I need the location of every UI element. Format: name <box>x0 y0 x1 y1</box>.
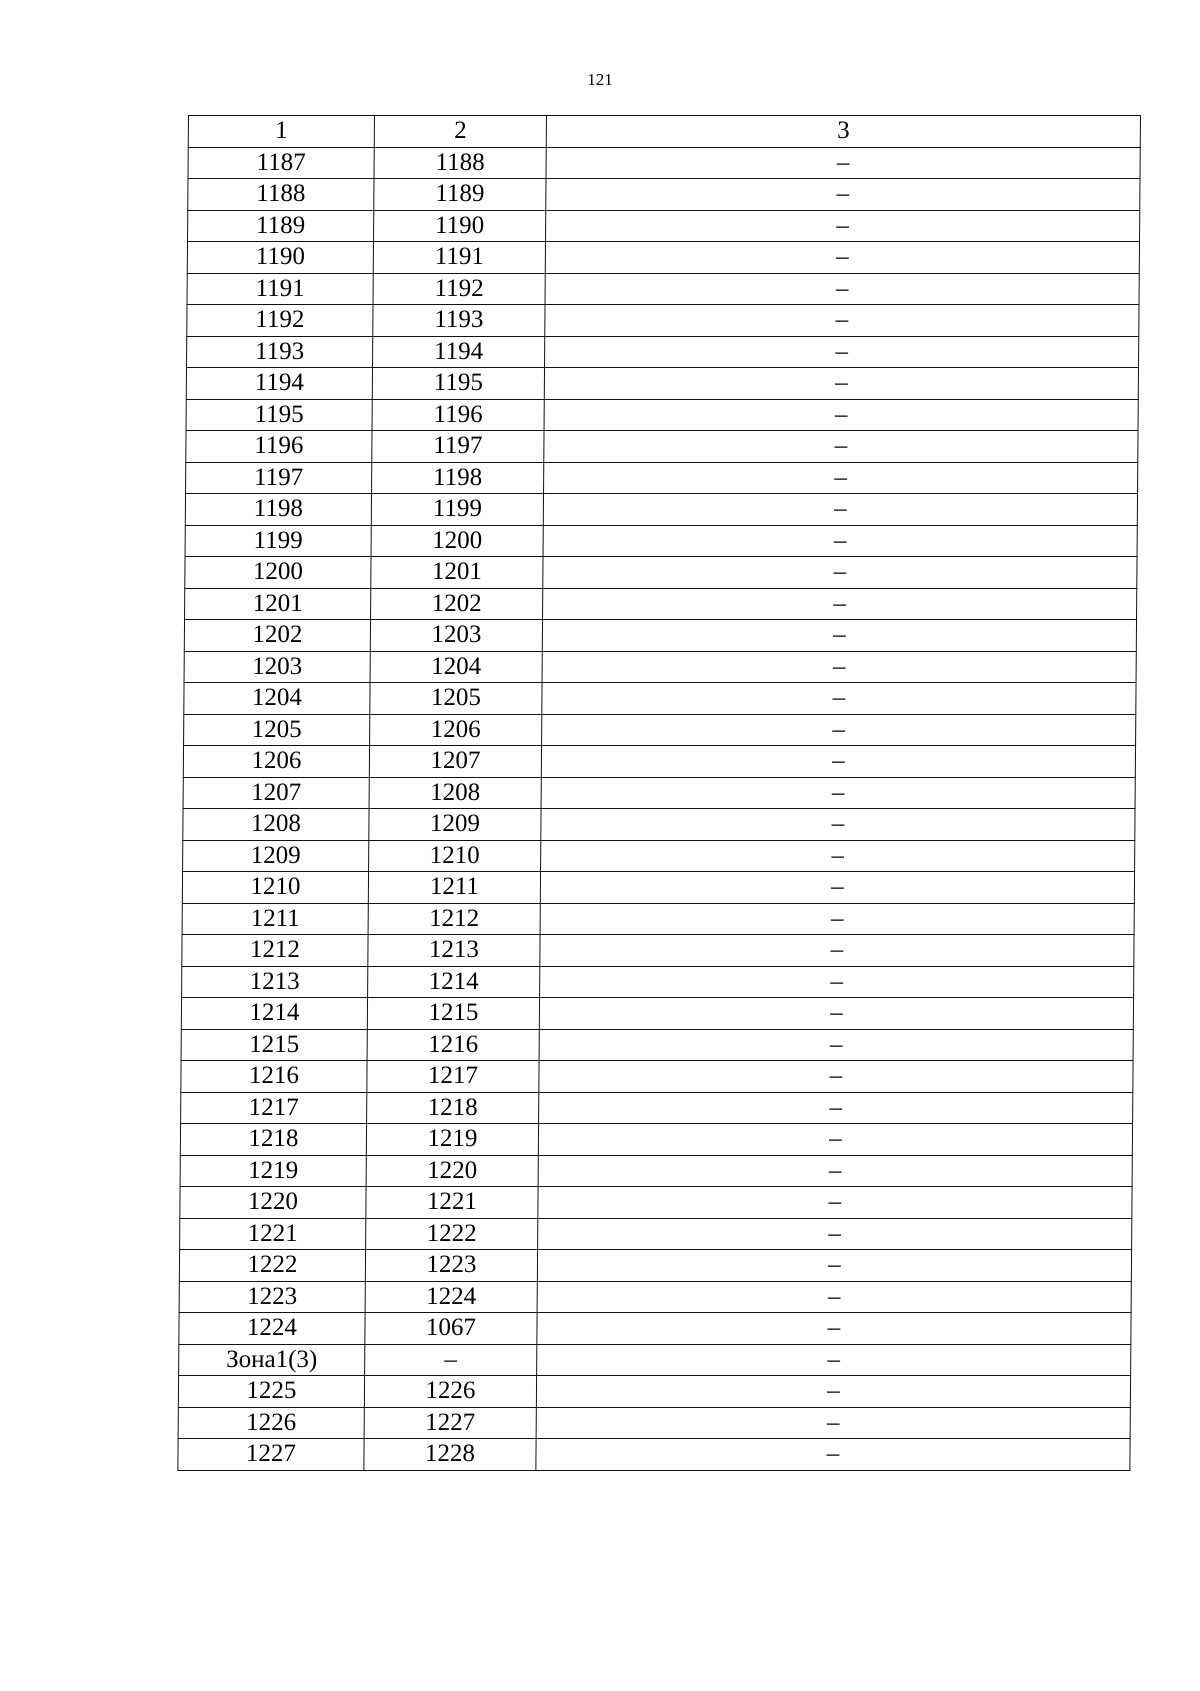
table-cell-col3: – <box>541 777 1135 809</box>
table-cell-col2: 1191 <box>373 242 545 274</box>
table-cell-col2: 1207 <box>369 746 541 778</box>
table-row <box>179 1281 1131 1313</box>
table-cell-col3: – <box>537 1281 1131 1313</box>
table-row <box>180 1218 1132 1250</box>
table-cell-col3: – <box>536 1376 1130 1408</box>
table-cell-col1: 1215 <box>181 1029 367 1061</box>
table-cell-col1: 1197 <box>186 462 372 494</box>
table-cell-col3: – <box>544 462 1138 494</box>
table-cell-col3: – <box>540 903 1134 935</box>
table-row <box>183 777 1135 809</box>
table-cell-col3: – <box>540 872 1134 904</box>
table-row <box>179 1250 1131 1282</box>
table-row <box>178 1439 1130 1471</box>
table-row <box>184 714 1136 746</box>
table-cell-col2: 1197 <box>372 431 544 463</box>
table-cell-col1: 1194 <box>186 368 372 400</box>
table-cell-col1: 1196 <box>186 431 372 463</box>
table-row <box>188 147 1140 179</box>
column-header-3: 3 <box>546 116 1140 148</box>
table-cell-col3: – <box>546 179 1140 211</box>
table-row <box>182 966 1134 998</box>
table-cell-col1: 1209 <box>183 840 369 872</box>
table-cell-col1: 1207 <box>183 777 369 809</box>
table-cell-col3: – <box>537 1313 1131 1345</box>
table-cell-col3: – <box>539 1092 1133 1124</box>
table-cell-col3: – <box>538 1155 1132 1187</box>
table-cell-col2: 1223 <box>365 1250 537 1282</box>
table-row <box>186 462 1138 494</box>
table-cell-col2: 1202 <box>371 588 543 620</box>
table-row <box>180 1124 1132 1156</box>
table-cell-col3: – <box>542 683 1136 715</box>
table-cell-col2: 1067 <box>365 1313 537 1345</box>
table-cell-col3: – <box>539 1061 1133 1093</box>
table-cell-col3: – <box>540 966 1134 998</box>
table-cell-col2: 1192 <box>373 273 545 305</box>
table-cell-col2: 1222 <box>366 1218 538 1250</box>
table-cell-col1: 1226 <box>178 1407 364 1439</box>
table-row <box>184 651 1136 683</box>
table-cell-col1: 1208 <box>183 809 369 841</box>
table-cell-col1: 1216 <box>181 1061 367 1093</box>
table-cell-col1: 1204 <box>184 683 370 715</box>
table-cell-col1: 1189 <box>188 210 374 242</box>
table-row <box>186 399 1138 431</box>
column-header-2: 2 <box>374 116 546 148</box>
table-row <box>187 242 1139 274</box>
table-cell-col2: 1190 <box>374 210 546 242</box>
table-cell-col3: – <box>541 809 1135 841</box>
table-cell-col3: – <box>546 147 1140 179</box>
table-cell-col1: 1221 <box>180 1218 366 1250</box>
table-cell-col3: – <box>544 431 1138 463</box>
table-cell-col2: 1193 <box>373 305 545 337</box>
table-cell-col2: – <box>365 1344 537 1376</box>
table-cell-col1: 1211 <box>182 903 368 935</box>
table-cell-col1: 1218 <box>180 1124 366 1156</box>
table-cell-col3: – <box>542 714 1136 746</box>
table-cell-col1: 1195 <box>186 399 372 431</box>
table-row <box>184 683 1136 715</box>
table-cell-col1: 1212 <box>182 935 368 967</box>
table-cell-col1: 1191 <box>187 273 373 305</box>
table-cell-col2: 1211 <box>368 872 540 904</box>
table-cell-col3: – <box>537 1250 1131 1282</box>
table-cell-col2: 1228 <box>364 1439 536 1471</box>
table-cell-col1: 1210 <box>182 872 368 904</box>
table-cell-col1: 1214 <box>181 998 367 1030</box>
table-body <box>178 116 1141 1471</box>
table-row <box>178 1376 1130 1408</box>
table-cell-col2: 1204 <box>370 651 542 683</box>
page-number: 121 <box>587 70 613 89</box>
table-row <box>187 305 1139 337</box>
table-cell-col1: 1222 <box>179 1250 365 1282</box>
table-cell-col1: 1205 <box>184 714 370 746</box>
table-cell-col3: – <box>545 273 1139 305</box>
table-cell-col3: – <box>544 399 1138 431</box>
table-row <box>186 368 1138 400</box>
table-cell-col2: 1212 <box>368 903 540 935</box>
table-cell-col1: 1198 <box>185 494 371 526</box>
table-cell-col3: – <box>542 620 1136 652</box>
table-cell-col3: – <box>546 210 1140 242</box>
table-cell-col1: 1187 <box>188 147 374 179</box>
table-cell-col2: 1195 <box>372 368 544 400</box>
table-cell-col2: 1208 <box>369 777 541 809</box>
table-cell-col2: 1196 <box>372 399 544 431</box>
column-header-1: 1 <box>188 116 374 148</box>
table-cell-col2: 1206 <box>370 714 542 746</box>
table-row <box>181 998 1133 1030</box>
table-cell-col2: 1219 <box>366 1124 538 1156</box>
table-cell-col1: 1199 <box>185 525 371 557</box>
table-cell-col1: 1202 <box>184 620 370 652</box>
table-row <box>188 210 1140 242</box>
table-cell-col2: 1198 <box>372 462 544 494</box>
table-cell-col2: 1213 <box>368 935 540 967</box>
table-row <box>183 840 1135 872</box>
table-cell-col3: – <box>543 525 1137 557</box>
table-cell-col1: 1193 <box>187 336 373 368</box>
table-cell-col2: 1189 <box>374 179 546 211</box>
table-cell-col3: – <box>543 494 1137 526</box>
table-cell-col3: – <box>539 998 1133 1030</box>
table-cell-col2: 1194 <box>373 336 545 368</box>
table-cell-col2: 1226 <box>364 1376 536 1408</box>
table-cell-col3: – <box>544 368 1138 400</box>
table-row <box>181 1061 1133 1093</box>
table-cell-col2: 1217 <box>367 1061 539 1093</box>
table-cell-col2: 1215 <box>367 998 539 1030</box>
table-cell-col2: 1209 <box>369 809 541 841</box>
data-table <box>177 115 1141 1471</box>
table-cell-col3: – <box>540 935 1134 967</box>
table-cell-col3: – <box>538 1187 1132 1219</box>
table-row <box>181 1092 1133 1124</box>
table-cell-col2: 1221 <box>366 1187 538 1219</box>
table-row <box>181 1029 1133 1061</box>
table-cell-col3: – <box>538 1124 1132 1156</box>
table-row <box>185 557 1137 589</box>
table-row <box>185 494 1137 526</box>
table-cell-col2: 1220 <box>366 1155 538 1187</box>
table-cell-col2: 1214 <box>368 966 540 998</box>
table-cell-col1: 1219 <box>180 1155 366 1187</box>
table-cell-col1: 1201 <box>185 588 371 620</box>
table-row <box>187 336 1139 368</box>
table-cell-col3: – <box>538 1218 1132 1250</box>
table-cell-col3: – <box>539 1029 1133 1061</box>
table-cell-col3: – <box>541 746 1135 778</box>
table-row <box>188 179 1140 211</box>
table-cell-col1: 1217 <box>181 1092 367 1124</box>
table-row <box>187 273 1139 305</box>
table-cell-col2: 1201 <box>371 557 543 589</box>
table-row <box>180 1155 1132 1187</box>
table-row <box>179 1313 1131 1345</box>
table-row <box>182 903 1134 935</box>
table-row <box>184 620 1136 652</box>
table-cell-col3: – <box>536 1439 1130 1471</box>
table-cell-col1: 1192 <box>187 305 373 337</box>
table-cell-col2: 1203 <box>370 620 542 652</box>
table-cell-col1: 1213 <box>182 966 368 998</box>
table-row <box>178 1407 1130 1439</box>
table-header-row <box>188 116 1140 148</box>
table-cell-col3: – <box>537 1344 1131 1376</box>
table-cell-col3: – <box>545 305 1139 337</box>
table-row <box>183 746 1135 778</box>
table-cell-col2: 1210 <box>369 840 541 872</box>
table-row <box>185 588 1137 620</box>
table-cell-col2: 1218 <box>367 1092 539 1124</box>
table-cell-col1: 1220 <box>180 1187 366 1219</box>
table-cell-col2: 1224 <box>365 1281 537 1313</box>
table-row <box>182 872 1134 904</box>
table-cell-col1: 1227 <box>178 1439 364 1471</box>
table-row <box>182 935 1134 967</box>
table-cell-col1: 1225 <box>178 1376 364 1408</box>
table-row <box>185 525 1137 557</box>
table-cell-col1: 1224 <box>179 1313 365 1345</box>
table-cell-col2: 1205 <box>370 683 542 715</box>
table-cell-col2: 1200 <box>371 525 543 557</box>
table-cell-col3: – <box>542 651 1136 683</box>
table-cell-col2: 1216 <box>367 1029 539 1061</box>
table-row <box>180 1187 1132 1219</box>
table-cell-col3: – <box>543 588 1137 620</box>
table-row <box>179 1344 1131 1376</box>
table-cell-col3: – <box>543 557 1137 589</box>
table-cell-col2: 1188 <box>374 147 546 179</box>
table-cell-col1: 1223 <box>179 1281 365 1313</box>
table-cell-col1: 1206 <box>183 746 369 778</box>
table-cell-col3: – <box>541 840 1135 872</box>
table-cell-col3: – <box>536 1407 1130 1439</box>
table-row <box>186 431 1138 463</box>
table-cell-col1: 1190 <box>187 242 373 274</box>
table-row <box>183 809 1135 841</box>
table-cell-col1: 1200 <box>185 557 371 589</box>
table-cell-col3: – <box>545 336 1139 368</box>
table-cell-col1: Зона1(3) <box>179 1344 365 1376</box>
table-cell-col2: 1199 <box>371 494 543 526</box>
table-cell-col1: 1203 <box>184 651 370 683</box>
table-cell-col1: 1188 <box>188 179 374 211</box>
table-cell-col3: – <box>545 242 1139 274</box>
table-cell-col2: 1227 <box>364 1407 536 1439</box>
